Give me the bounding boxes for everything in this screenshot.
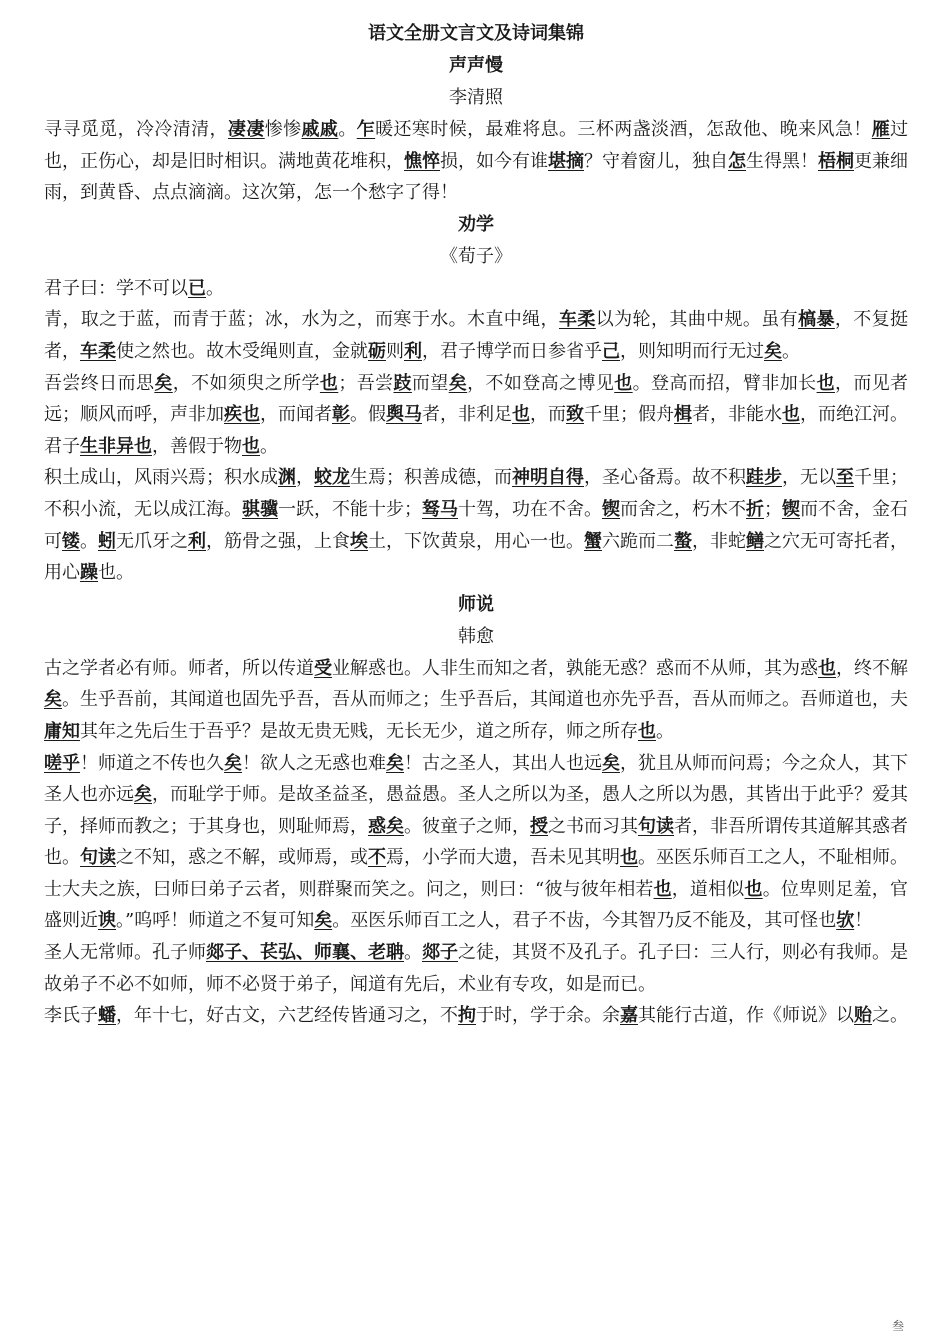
text-run: 无爪牙之	[116, 530, 188, 552]
text-run: ，道相似	[671, 878, 745, 900]
key-term: 蟹	[584, 530, 602, 552]
text-run: ！古之圣人，其出人也远	[404, 752, 602, 774]
key-term: 舆马	[386, 404, 422, 426]
text-run: ；	[764, 498, 782, 520]
key-term: 也	[744, 878, 763, 900]
text-run: 也。	[98, 562, 134, 584]
key-term: 也	[638, 720, 656, 742]
key-term: 凄凄	[227, 119, 265, 140]
text-run: 之穴无可寄托者，用心	[44, 530, 908, 584]
text-run: 者，非能水	[692, 404, 782, 426]
text-run: 李氏子	[44, 1005, 98, 1027]
text-run: 。	[656, 720, 674, 742]
key-term: 矣	[134, 784, 152, 806]
key-term: 受	[314, 657, 332, 679]
text-run: ，善假于物	[152, 435, 242, 457]
key-term: 蚓	[98, 530, 116, 552]
text-run: ，	[296, 467, 314, 489]
text-run: ，不如登高之博见	[467, 372, 615, 394]
text-run: ！欲人之无惑也难	[242, 752, 386, 774]
key-term: 句读	[80, 847, 116, 869]
text-run: ！	[854, 910, 873, 932]
text-run: ，而耻学于师。是故圣益圣，愚益愚。圣人之所以为圣，愚人之所以为愚，其皆出于此乎？爱其子，择师而教之；于其身也，则耻师焉，	[44, 784, 908, 837]
text-run: ，非蛇	[692, 530, 746, 552]
text-run: 青，取之于蓝，而青于蓝；冰，水为之，而寒于水。木直中绳，	[44, 309, 559, 331]
key-term: 矣	[448, 372, 468, 394]
key-term: 利	[188, 530, 206, 552]
text-run: 。巫医乐师百工之人，不耻相师。士大夫之族，曰师曰弟子云者，则群聚而笑之。问之，则曰：“彼与彼年相若	[44, 847, 908, 900]
key-term: 谀	[98, 910, 116, 932]
text-run: 。	[782, 340, 800, 362]
text-run: 损，如今有谁	[440, 150, 548, 172]
text-run: 于时，学于余。余	[476, 1005, 620, 1027]
section-paragraph	[44, 273, 908, 305]
key-term: 矣	[386, 752, 404, 774]
key-term: 蟠	[98, 1005, 116, 1027]
section-paragraph	[44, 1000, 908, 1032]
key-term: 乍	[356, 119, 376, 140]
section-quanxue	[44, 209, 908, 589]
text-run: 古之学者必有师。师者，所以传道	[44, 657, 314, 679]
text-run: ；吾尝	[338, 372, 394, 394]
section-title: 师说	[458, 593, 494, 615]
key-term: 矣	[314, 910, 333, 932]
key-term: 蛟龙	[314, 467, 350, 489]
key-term: 也	[653, 878, 672, 900]
key-term: 利	[404, 340, 422, 362]
section-author: 《荀子》	[440, 245, 512, 267]
key-term: 己	[602, 340, 620, 362]
key-term: 车柔	[80, 340, 116, 362]
text-run: 。	[404, 942, 422, 964]
text-run: 之。	[872, 1005, 908, 1027]
text-run: ，不如须臾之所学	[172, 372, 320, 394]
text-run: 生焉；积善成德，而	[350, 467, 512, 489]
key-term: 憔悴	[404, 150, 440, 172]
text-run: 圣人无常师。孔子师	[44, 942, 206, 964]
section-author: 李清照	[449, 87, 503, 108]
key-term: 惑矣	[368, 815, 404, 837]
text-run: 。	[338, 119, 357, 140]
key-term: 螯	[674, 530, 692, 552]
key-term: 驽马	[422, 498, 458, 520]
text-run: 过也，正伤心，却是旧时相识。满地黄花堆积，	[44, 119, 909, 172]
key-term: 疾也	[224, 404, 260, 426]
text-run: 以为轮，其曲中规。虽有	[595, 309, 799, 331]
key-term: 贻	[854, 1005, 872, 1027]
key-term: 矣	[154, 372, 173, 394]
key-term: 矣	[224, 752, 242, 774]
section-title: 声声慢	[449, 55, 503, 76]
key-term: 矣	[44, 689, 62, 711]
key-term: 已	[188, 277, 206, 299]
key-term: 戚戚	[301, 119, 339, 140]
text-run: ，圣心备焉。故不积	[584, 467, 746, 489]
section-paragraph	[44, 748, 908, 938]
text-run: ，筋骨之强，上食	[206, 530, 350, 552]
text-run: 。	[80, 530, 98, 552]
key-term: 锲	[602, 498, 620, 520]
text-run: 业解惑也。人非生而知之者，孰能无惑？惑而不从师，其为惑	[332, 657, 818, 679]
text-run: 吾尝终日而思	[44, 372, 155, 394]
text-run: 而不舍，金石可	[44, 498, 908, 552]
key-term: 躁	[80, 562, 98, 584]
text-run: 暖还寒时候，最难将息。三杯两盏淡酒，怎敌他、晚来风急！	[375, 119, 872, 140]
section-title: 劝学	[458, 213, 494, 235]
section-paragraph	[44, 114, 908, 209]
key-term: 渊	[278, 467, 296, 489]
key-term: 堪摘	[548, 150, 584, 172]
key-term: 跬步	[746, 467, 782, 489]
text-run: 者，非吾所谓传其道解其惑者也。	[44, 815, 908, 869]
text-run: 六跪而二	[602, 530, 674, 552]
text-run: ？守着窗儿，独自	[584, 150, 728, 172]
key-term: 句读	[638, 815, 674, 837]
key-term: 郯子	[422, 942, 458, 964]
key-term: 嗟乎	[44, 752, 80, 774]
key-term: 也	[614, 372, 633, 394]
key-term: 也	[816, 372, 835, 394]
text-run: 生得黑！	[746, 150, 818, 172]
key-term: 梧桐	[818, 150, 854, 172]
text-run: 之徒，其贤不及孔子。孔子曰：三人行，则必有我师。是故弟子不必不如师，师不必贤于弟子，闻道有先后，术业有专攻，如是而已。	[44, 942, 908, 995]
key-term: 也	[782, 404, 800, 426]
text-run: 更兼细雨，到黄昏、点点滴滴。这次第，怎一个愁字了得！	[44, 150, 908, 204]
key-term: 也	[620, 847, 638, 869]
text-run: 。位卑则足羞，官盛则近	[44, 878, 908, 932]
key-term: 车柔	[558, 309, 596, 331]
text-run: 之书而习其	[548, 815, 638, 837]
key-term: 槁暴	[798, 309, 835, 331]
text-run: 焉，小学而大遗，吾未见其明	[386, 847, 620, 869]
text-run: 者，非利足	[422, 404, 512, 426]
text-run: 其年之先后生于吾乎？是故无贵无贱，无长无少，道之所存，师之所存	[80, 720, 638, 742]
text-run: ，而绝江河。君子	[44, 404, 908, 457]
key-term: 也	[818, 657, 836, 679]
text-run: ，终不解	[836, 657, 908, 679]
text-run: 。假	[350, 404, 386, 426]
key-term: 致	[566, 404, 584, 426]
text-run: ！师道之不传也久	[80, 752, 224, 774]
key-term: 骐骥	[242, 498, 278, 520]
text-run: 则	[386, 340, 404, 362]
key-term: 嘉	[620, 1005, 638, 1027]
key-term: 彰	[332, 404, 350, 426]
text-run: ，而闻者	[260, 404, 332, 426]
text-run: 而望	[411, 372, 449, 394]
text-run: 千里；不积小流，无以成江海。	[44, 467, 908, 520]
text-run: 千里；假舟	[584, 404, 674, 426]
key-term: 至	[836, 467, 854, 489]
text-run: ，则知明而行无过	[620, 340, 764, 362]
key-term: 怎	[728, 150, 746, 172]
key-term: 神明自得	[512, 467, 584, 489]
key-term: 也	[242, 435, 260, 457]
key-term: 折	[746, 498, 764, 520]
section-paragraph	[44, 937, 908, 1000]
section-paragraph	[44, 368, 908, 463]
key-term: 也	[319, 372, 339, 394]
text-run: 。登高而招，臂非加长	[632, 372, 817, 394]
key-term: 不	[368, 847, 386, 869]
text-run: ，而见者远；顺风而呼，声非加	[44, 372, 909, 426]
text-run: 而舍之，朽木不	[620, 498, 746, 520]
text-run: 。巫医乐师百工之人，君子不齿，今其智乃反不能及，其可怪也	[332, 910, 837, 932]
text-run: ，犹且从师而问焉；今之众人，其下圣人也亦远	[44, 752, 908, 806]
key-term: 也	[512, 404, 530, 426]
text-run: 之不知，惑之不解，或师焉，或	[116, 847, 368, 869]
key-term: 矣	[602, 752, 620, 774]
key-term: 欤	[836, 910, 855, 932]
key-term: 拘	[458, 1005, 476, 1027]
key-term: 鳝	[746, 530, 764, 552]
text-run: ，无以	[782, 467, 836, 489]
section-paragraph	[44, 462, 908, 588]
text-run: 十驾，功在不舍。	[458, 498, 602, 520]
text-run: ，年十七，好古文，六艺经传皆通习之，不	[116, 1005, 458, 1027]
text-run: 。生乎吾前，其闻道也固先乎吾，吾从而师之；生乎吾后，其闻道也亦先乎吾，吾从而师之。吾师道也，夫	[62, 689, 908, 711]
text-run: 其能行古道，作《师说》以	[638, 1005, 854, 1027]
key-term: 镂	[62, 530, 80, 552]
text-run: 。	[260, 435, 278, 457]
text-run: 君子曰：学不可以	[44, 277, 188, 299]
key-term: 郯子、苌弘、师襄、老聃	[206, 942, 404, 964]
key-term: 生非异也	[80, 435, 152, 457]
section-paragraph	[44, 653, 908, 748]
text-run: 。	[206, 277, 224, 299]
text-run: 寻寻觅觅，冷冷清清，	[44, 119, 228, 140]
text-run: 使之然也。故木受绳则直，金就	[116, 340, 368, 362]
key-term: 楫	[674, 404, 692, 426]
text-run: 积土成山，风雨兴焉；积水成	[44, 467, 278, 489]
key-term: 锲	[782, 498, 800, 520]
text-run: 惨惨	[264, 119, 302, 140]
section-paragraph	[44, 304, 908, 367]
text-run: ，而	[530, 404, 566, 426]
section-author: 韩愈	[458, 625, 494, 647]
document-title: 语文全册文言文及诗词集锦	[368, 23, 584, 44]
text-run: 。”呜呼！师道之不复可知	[116, 910, 315, 932]
key-term: 授	[530, 815, 548, 837]
key-term: 跂	[393, 372, 412, 394]
text-run: 。彼童子之师，	[404, 815, 530, 837]
key-term: 庸知	[44, 720, 80, 742]
section-shishuo	[44, 589, 908, 1032]
page-number: 叁	[891, 1319, 904, 1333]
text-run: 一跃，不能十步；	[278, 498, 422, 520]
key-term: 砺	[368, 340, 386, 362]
key-term: 埃	[350, 530, 368, 552]
section-shengshengman	[44, 50, 908, 209]
text-run: 土，下饮黄泉，用心一也。	[368, 530, 584, 552]
key-term: 矣	[764, 340, 782, 362]
key-term: 雁	[871, 119, 891, 140]
text-run: ，不复挺者，	[44, 309, 909, 362]
text-run: ，君子博学而日参省乎	[422, 340, 602, 362]
